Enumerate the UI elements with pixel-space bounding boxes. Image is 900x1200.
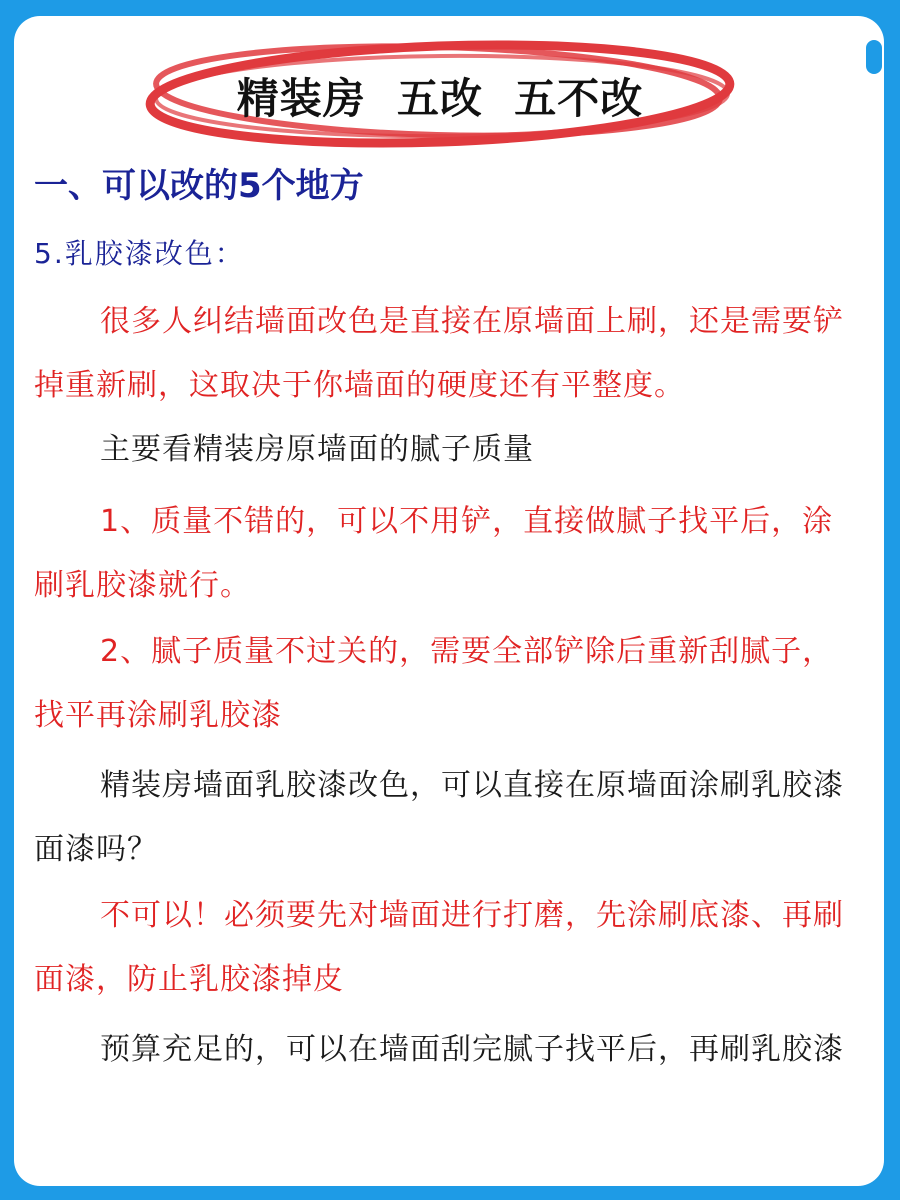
corner-tab (866, 40, 882, 74)
paragraph-7: 预算充足的，可以在墙面刮完腻子找平后，再刷乳胶漆 (100, 1032, 844, 1067)
sub-heading: 5.乳胶漆改色： (34, 237, 245, 270)
paragraph-5: 精装房墙面乳胶漆改色，可以直接在原墙面涂刷乳胶漆面漆吗？ (34, 768, 844, 867)
paragraph-6: 不可以！必须要先对墙面进行打磨，先涂刷底漆、再刷面漆，防止乳胶漆掉皮 (34, 898, 844, 997)
section-heading: 一、可以改的5个地方 (34, 166, 364, 206)
paragraph-3: 1、质量不错的，可以不用铲，直接做腻子找平后，涂刷乳胶漆就行。 (34, 504, 834, 603)
paragraph-1: 很多人纠结墙面改色是直接在原墙面上刷，还是需要铲掉重新刷，这取决于你墙面的硬度还有平整度。 (34, 304, 844, 403)
paragraph-4: 2、腻子质量不过关的，需要全部铲除后重新刮腻子，找平再涂刷乳胶漆 (34, 634, 834, 733)
page-title: 精装房 五改 五不改 (236, 74, 644, 123)
title-banner (140, 36, 740, 148)
paragraph-2: 主要看精装房原墙面的腻子质量 (100, 432, 534, 467)
